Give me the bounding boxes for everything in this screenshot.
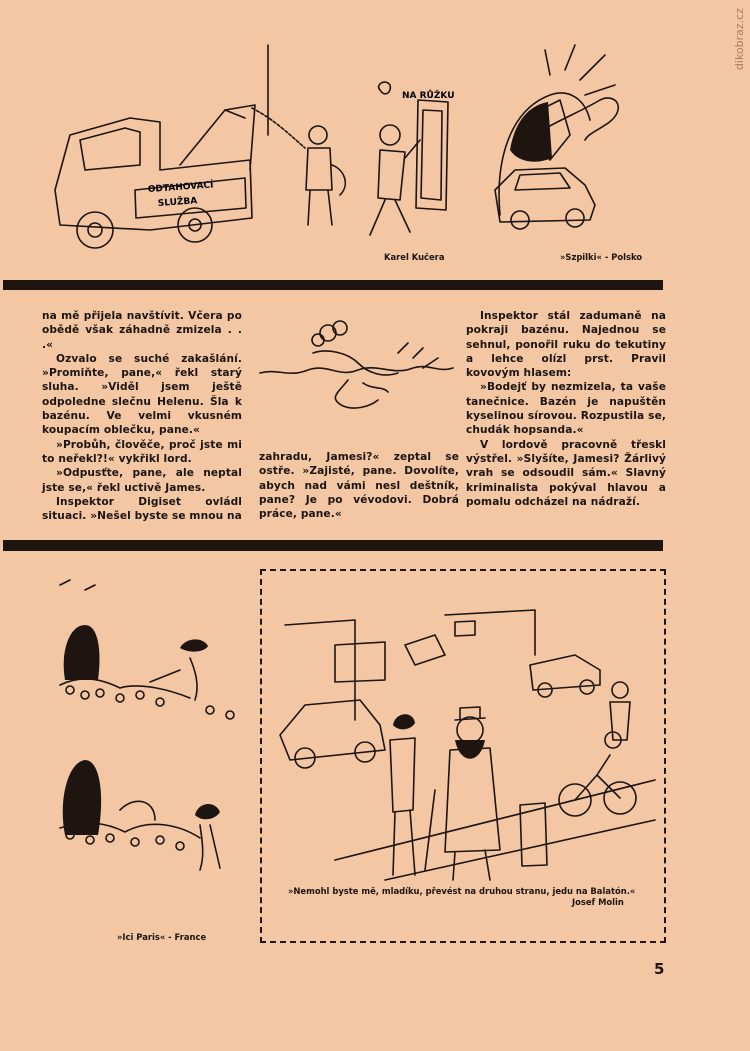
story-col1-para-3: »Probůh, člověče, proč jste mi to neřekl?!« vykřikl lord. — [42, 438, 242, 465]
story-column-3 — [466, 309, 666, 509]
cartoon-car-head — [490, 40, 640, 250]
story-col1-para-5: Inspektor Digiset ovládl situaci. »Nešel byste se mnou na — [42, 495, 242, 523]
cartoon-couple-flowers — [40, 570, 240, 870]
credit-kucera: Karel Kučera — [384, 252, 445, 262]
story-col3-para-2: »Bodejť by nezmizela, ta vaše tanečnice. Bazén je napuštěn kyselinou sírovou. Rozpustila se, chudák hopsanda.« — [466, 381, 666, 437]
truck-label-1: ODTAHOVACÍ — [147, 180, 214, 195]
site-watermark: dikobraz.cz — [733, 8, 746, 71]
divider-middle — [3, 540, 663, 551]
story-col3-para-3: V lordově pracovně třeskl výstřel. »Slyšíte, Jamesi? Žárlivý vrah se odsoudil sám.« Slavný kriminalista pokýval hlavou a pomalu odcházel na nádraží. — [466, 438, 666, 508]
story-column-1 — [42, 309, 242, 523]
credit-ici-paris: »Ici Paris« - France — [117, 932, 207, 942]
story-col1-para-1: na mě přijela navštívit. Včera po obědě však záhadně zmizela . . .« — [42, 310, 242, 351]
cartoon-street-crossing — [275, 590, 655, 890]
page-number: 5 — [654, 960, 665, 978]
story-col3-para-1: Inspektor stál zadumaně na pokraji bazénu. Najednou se sehnul, ponořil ruku do tekutiny a lehce olízl prst. Pravil kovovým hlasem: — [466, 310, 666, 380]
story-col2-para-1: zahradu, Jamesi?« zeptal se ostře. »Zajisté, pane. Dovolíte, abych nad vámi nesl deštník, pane? Je po vévodovi. Dobrá práce, pane.« — [259, 451, 459, 521]
truck-label-2: SLUŽBA — [157, 196, 198, 209]
credit-molin: Josef Molin — [572, 897, 624, 907]
story-column-2 — [259, 450, 459, 521]
story-col1-para-4: »Odpusťte, pane, ale neptal jste se,« řekl uctivě James. — [42, 467, 242, 494]
shop-sign: NA RŮŽKU — [402, 91, 455, 101]
cartoon-caption: »Nemohl byste mě, mladíku, převést na druhou stranu, jedu na Balatón.« — [288, 886, 636, 896]
cartoon-swimmer — [258, 318, 458, 418]
story-col1-para-2: Ozvalo se suché zakašlání. »Promiňte, pane,« řekl starý sluha. »Viděl jsem ještě odpoledne slečnu Helenu. Šla k bazénu. Ve velmi vkusném koupacím oblečku, pane.« — [42, 352, 242, 437]
divider-top — [3, 280, 663, 290]
credit-szpilki: »Szpilki« - Polsko — [560, 252, 643, 262]
